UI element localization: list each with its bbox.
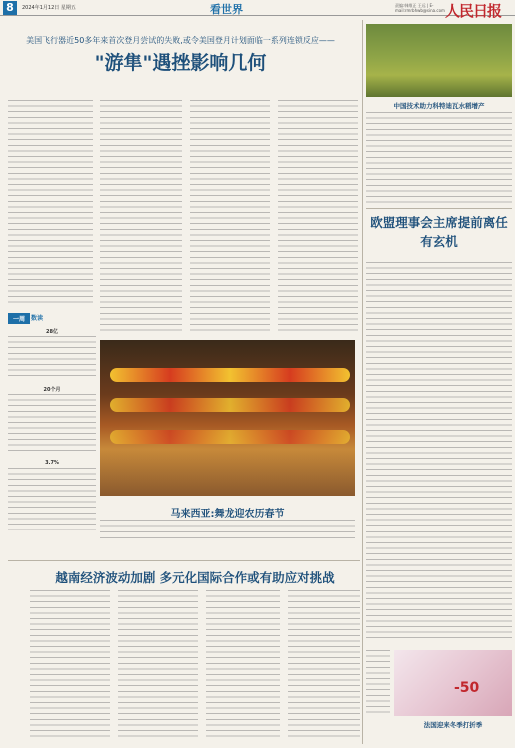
lead-body-col-1: [8, 100, 93, 305]
weekly-title: 数读: [31, 315, 44, 322]
vietnam-headline: 越南经济波动加剧 多元化国际合作或有助应对挑战: [55, 570, 335, 585]
stat-3-text: [8, 468, 96, 530]
newspaper-logo: 人民日报: [445, 2, 502, 20]
dragon-photo-credit: [100, 520, 355, 538]
rice-photo-caption: 中国技术助力科特迪瓦水稻增产: [393, 102, 485, 110]
lead-headline: "游隼"遇挫影响几何: [94, 52, 267, 74]
eu-body: [366, 262, 512, 642]
editor-contact: 责编:韩维正 王远 | E-mail:rmrbhwb@sina.com: [395, 3, 445, 13]
sale-photo-caption: 法国迎来冬季打折季: [423, 721, 483, 729]
section-title: 看世界: [210, 3, 243, 16]
stat-2: 20个月: [43, 387, 61, 393]
sale-sign-text: -50: [454, 680, 480, 696]
masthead: [0, 0, 515, 20]
sale-photo-text: [366, 650, 390, 716]
rice-field-photo: [366, 24, 512, 97]
vietnam-body-col-4: [288, 590, 360, 740]
page-number: 8: [3, 1, 17, 15]
weekly-tag: 一周: [8, 313, 30, 324]
dateline: 2024年1月12日 星期五: [22, 5, 76, 11]
lead-body-col-4: [278, 100, 358, 332]
dragon-dance-photo: [100, 340, 355, 496]
vietnam-body-col-3: [206, 590, 280, 740]
dragon-photo-caption: 马来西亚:舞龙迎农历春节: [170, 509, 285, 520]
winter-sale-photo: [394, 650, 512, 716]
stat-2-text: [8, 394, 96, 454]
lead-body-col-3: [190, 100, 270, 332]
eu-headline: 欧盟理事会主席提前离任有玄机: [370, 215, 508, 249]
vietnam-body-col-1: [30, 590, 110, 740]
rice-body: [366, 112, 512, 204]
lead-subheadline: 美国飞行器近50多年来首次登月尝试的失败,或令美国登月计划面临一系列连锁反应——: [26, 36, 335, 45]
stat-1: 28亿: [46, 329, 58, 335]
vietnam-body-col-2: [118, 590, 198, 740]
lead-body-col-2: [100, 100, 182, 332]
stat-1-text: [8, 336, 96, 378]
stat-3: 3.7%: [45, 460, 59, 466]
